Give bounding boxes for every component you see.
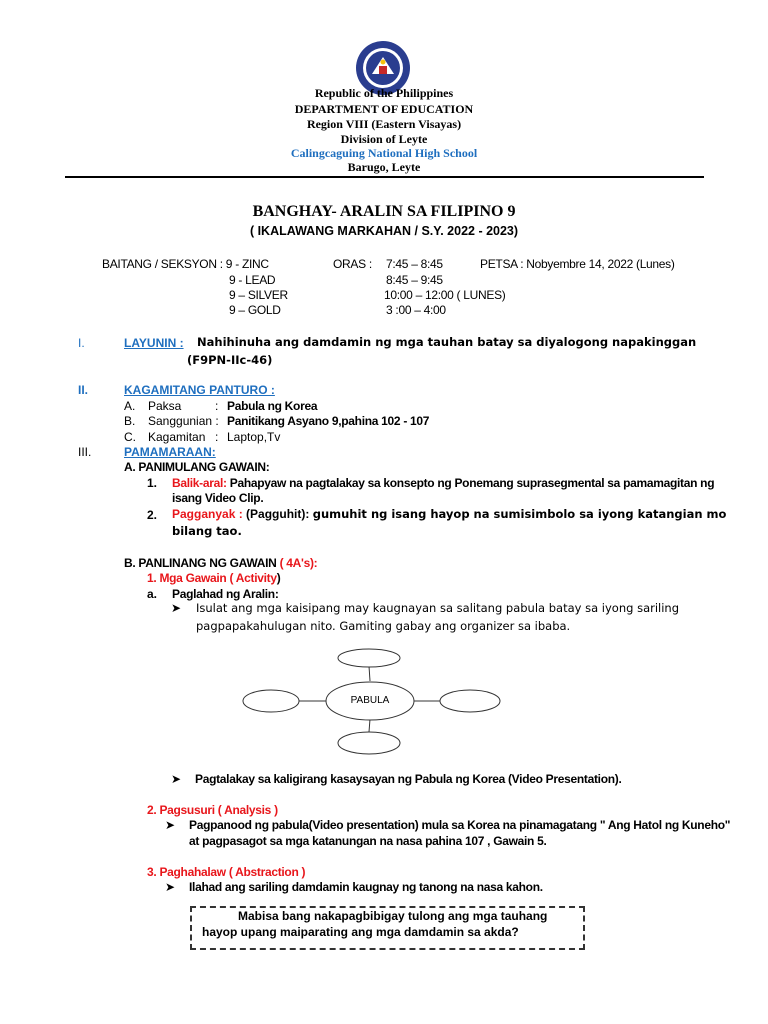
pagganyak-line bbox=[172, 507, 727, 521]
arrow-bullet-icon: ➤ bbox=[165, 818, 176, 832]
item-label: Paksa bbox=[148, 399, 182, 413]
item-number: 1. bbox=[147, 476, 158, 490]
page-subtitle: ( IKALAWANG MARKAHAN / S.Y. 2022 - 2023) bbox=[249, 224, 519, 238]
paksa-value: Pabula ng Korea bbox=[227, 399, 318, 413]
item-letter: B. bbox=[124, 414, 136, 428]
pagpanood-text-2: at pagpasagot sa mga katanungan na nasa pahina 107 , Gawain 5. bbox=[189, 834, 547, 848]
baitang-seksyon: BAITANG / SEKSYON : 9 - ZINC bbox=[102, 257, 269, 271]
arrow-bullet-icon: ➤ bbox=[171, 772, 182, 786]
item-letter: C. bbox=[124, 430, 136, 444]
organizer-bottom-oval bbox=[338, 732, 400, 754]
header-region: Region VIII (Eastern Visayas) bbox=[306, 117, 462, 131]
sanggunian-value: Panitikang Asyano 9,pahina 102 - 107 bbox=[227, 414, 430, 428]
arrow-bullet-icon: ➤ bbox=[171, 601, 182, 615]
section-item: 9 - LEAD bbox=[229, 273, 276, 287]
header-republic: Republic of the Philippines bbox=[314, 86, 454, 100]
header-location: Barugo, Leyte bbox=[347, 160, 421, 174]
pagganyak-paren: (Pagguhit): bbox=[246, 507, 310, 521]
pagganyak-text-2: bilang tao. bbox=[172, 524, 242, 538]
mga-gawain-label: 1. Mga Gawain ( Activity bbox=[147, 571, 277, 585]
isulat-text: Isulat ang mga kaisipang may kaugnayan sa salitang pabula batay sa iyong sariling bbox=[196, 601, 680, 615]
item-letter: A. bbox=[124, 399, 136, 413]
time-item: 3 :00 – 4:00 bbox=[386, 303, 446, 317]
layunin-code: (F9PN-IIc-46) bbox=[187, 353, 273, 367]
section-item: 9 – SILVER bbox=[229, 288, 288, 302]
pagpanood-text: Pagpanood ng pabula(Video presentation) mula sa Korea na pinamagatang " Ang Hatol ng Kuneho" bbox=[189, 818, 731, 832]
organizer-connector bbox=[369, 719, 370, 732]
balik-aral-text: Pahapyaw na pagtalakay sa konsepto ng Ponemang suprasegmental sa pamamagitan ng bbox=[229, 476, 715, 490]
section-2-number: II. bbox=[78, 383, 89, 397]
page-title: BANGHAY- ARALIN SA FILIPINO 9 bbox=[252, 203, 516, 220]
panlinang-title-4as: ( 4A's): bbox=[279, 556, 318, 570]
kagamitan-value: Laptop,Tv bbox=[227, 430, 281, 444]
item-label: Sanggunian : bbox=[148, 414, 219, 428]
kagamitang-panturo-label: KAGAMITANG PANTURO : bbox=[124, 383, 275, 397]
pagganyak-text: gumuhit ng isang hayop na sumisimbolo sa iyong katangian mo bbox=[312, 507, 727, 521]
ilahad-text: Ilahad ang sariling damdamin kaugnay ng tanong na nasa kahon. bbox=[189, 880, 543, 894]
panimulang-gawain-title: A. PANIMULANG GAWAIN: bbox=[124, 460, 270, 474]
question-line-2: hayop upang maiparating ang mga damdamin sa akda? bbox=[202, 925, 519, 939]
mga-gawain-close: ) bbox=[276, 571, 281, 585]
organizer-center-label: PABULA bbox=[350, 695, 390, 706]
header-divider bbox=[65, 176, 704, 178]
pamamaraan-label: PAMAMARAAN: bbox=[124, 445, 216, 459]
layunin-text: Nahihinuha ang damdamin ng mga tauhan batay sa diyalogong napakinggan bbox=[197, 335, 697, 349]
item-sep: : bbox=[215, 399, 219, 413]
arrow-bullet-icon: ➤ bbox=[165, 880, 176, 894]
header-department: DEPARTMENT OF EDUCATION bbox=[294, 102, 474, 116]
time-item: 7:45 – 8:45 bbox=[386, 257, 443, 271]
mga-gawain-line bbox=[147, 571, 280, 585]
panlinang-title-text: B. PANLINANG NG GAWAIN bbox=[124, 556, 277, 570]
time-item: 10:00 – 12:00 ( LUNES) bbox=[384, 288, 506, 302]
item-sep: : bbox=[215, 430, 219, 444]
paglahad-ng-aralin: Paglahad ng Aralin: bbox=[172, 587, 279, 601]
isulat-text-2: pagpapakahulugan nito. Gamiting gabay ang organizer sa ibaba. bbox=[196, 619, 571, 633]
organizer-connector bbox=[369, 666, 370, 681]
section-1-number: I. bbox=[78, 336, 85, 350]
organizer-right-oval bbox=[440, 690, 500, 712]
balik-aral-label: Balik-aral: bbox=[172, 476, 227, 490]
section-item: 9 – GOLD bbox=[229, 303, 281, 317]
oras-label: ORAS : bbox=[333, 257, 372, 271]
item-label: Kagamitan bbox=[148, 430, 206, 444]
item-number: 2. bbox=[147, 508, 158, 522]
petsa: PETSA : Nobyembre 14, 2022 (Lunes) bbox=[480, 257, 675, 271]
pagtalakay-text: Pagtalakay sa kaligirang kasaysayan ng Pabula ng Korea (Video Presentation). bbox=[195, 772, 622, 786]
organizer-left-oval bbox=[243, 690, 299, 712]
balik-aral-line bbox=[172, 476, 715, 490]
panlinang-gawain-title bbox=[124, 556, 317, 570]
balik-aral-text-2: isang Video Clip. bbox=[172, 491, 264, 505]
item-letter: a. bbox=[147, 587, 158, 601]
pagganyak-label: Pagganyak : bbox=[172, 507, 243, 521]
organizer-top-oval bbox=[338, 649, 400, 667]
header-division: Division of Leyte bbox=[340, 132, 428, 146]
layunin-label: LAYUNIN : bbox=[124, 336, 184, 350]
paghahalaw-label: 3. Paghahalaw ( Abstraction ) bbox=[147, 865, 306, 879]
question-line-1: Mabisa bang nakapagbibigay tulong ang mga tauhang bbox=[238, 909, 548, 923]
section-3-number: III. bbox=[78, 445, 92, 459]
header-school: Calingcaguing National High School bbox=[290, 146, 478, 160]
pagsusuri-label: 2. Pagsusuri ( Analysis ) bbox=[147, 803, 278, 817]
time-item: 8:45 – 9:45 bbox=[386, 273, 443, 287]
